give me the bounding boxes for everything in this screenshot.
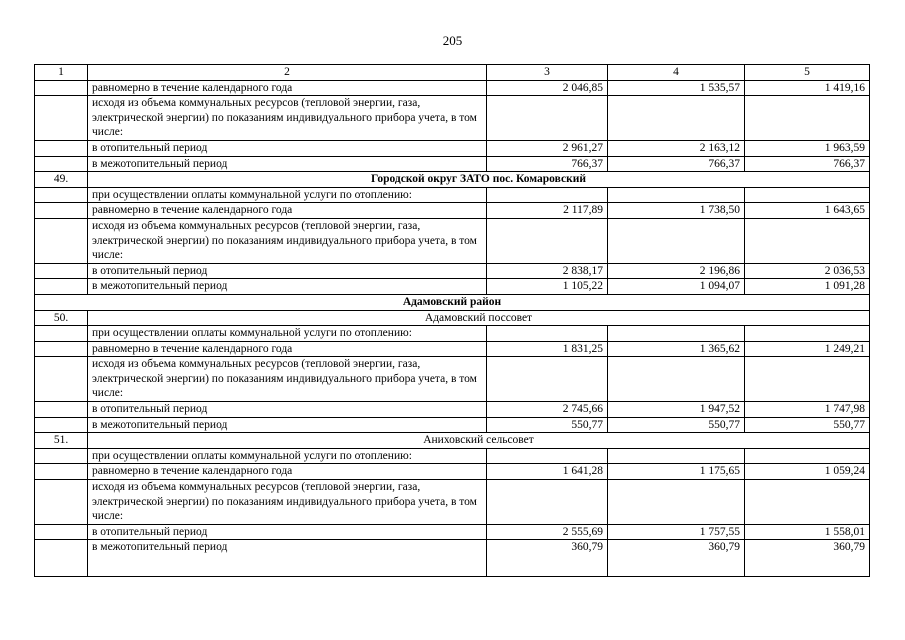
table-row [35,218,870,263]
section-title: Адамовский район [35,294,870,310]
row-number [35,203,88,219]
value-col-4: 2 196,86 [608,263,745,279]
value-col-5 [745,187,870,203]
value-col-3: 2 745,66 [487,402,608,418]
header-row [35,65,870,81]
value-col-3: 2 046,85 [487,80,608,96]
value-col-4 [608,480,745,525]
table-row [35,341,870,357]
value-col-3 [487,96,608,141]
row-number [35,402,88,418]
row-number [35,218,88,263]
value-col-4: 1 175,65 [608,464,745,480]
header-col-4: 4 [608,65,745,81]
row-label: равномерно в течение календарного года [88,80,487,96]
region-title: Городской округ ЗАТО пос. Комаровский [88,172,870,188]
row-number [35,140,88,156]
value-col-4: 1 757,55 [608,524,745,540]
row-number [35,480,88,525]
value-col-5: 1 747,98 [745,402,870,418]
value-col-3 [487,326,608,342]
row-label: в межотопительный период [88,156,487,172]
region-title: Адамовский поссовет [88,310,870,326]
row-number: 51. [35,433,88,449]
value-col-4: 550,77 [608,417,745,433]
value-col-5: 1 249,21 [745,341,870,357]
header-col-5: 5 [745,65,870,81]
table-row [35,279,870,295]
value-col-3 [487,448,608,464]
value-col-3: 2 117,89 [487,203,608,219]
row-label: при осуществлении оплаты коммунальной услуги по отоплению: [88,187,487,203]
row-label: в межотопительный период [88,540,487,577]
value-col-4: 1 947,52 [608,402,745,418]
table-row [35,357,870,402]
row-number [35,96,88,141]
value-col-3 [487,187,608,203]
value-col-3: 766,37 [487,156,608,172]
row-label: в межотопительный период [88,279,487,295]
value-col-4 [608,96,745,141]
value-col-5: 1 059,24 [745,464,870,480]
tariff-table [34,64,870,577]
header-col-2: 2 [88,65,487,81]
value-col-4 [608,448,745,464]
table-row [35,464,870,480]
table-body [35,65,870,577]
table-row [35,480,870,525]
row-number [35,357,88,402]
value-col-5: 766,37 [745,156,870,172]
table-row [35,326,870,342]
table-row [35,448,870,464]
value-col-3: 1 641,28 [487,464,608,480]
table-row [35,540,870,577]
row-label: равномерно в течение календарного года [88,341,487,357]
row-number [35,187,88,203]
value-col-4 [608,326,745,342]
table-row [35,187,870,203]
value-col-3: 360,79 [487,540,608,577]
value-col-5: 1 963,59 [745,140,870,156]
table-row [35,80,870,96]
table-row [35,402,870,418]
row-label: исходя из объема коммунальных ресурсов (тепловой энергии, газа, электрической энергии) по показаниям индивидуального прибора учета, в том числе: [88,218,487,263]
value-col-5: 360,79 [745,540,870,577]
row-label: в отопительный период [88,140,487,156]
row-number [35,263,88,279]
page-number: 205 [442,33,463,48]
table-row [35,263,870,279]
row-number [35,448,88,464]
value-col-4: 1 535,57 [608,80,745,96]
row-label: в отопительный период [88,402,487,418]
value-col-5 [745,326,870,342]
value-col-5 [745,480,870,525]
value-col-4: 1 365,62 [608,341,745,357]
value-col-4: 1 094,07 [608,279,745,295]
table-row [35,203,870,219]
value-col-5: 1 091,28 [745,279,870,295]
row-label: при осуществлении оплаты коммунальной услуги по отоплению: [88,326,487,342]
value-col-4: 360,79 [608,540,745,577]
value-col-4 [608,357,745,402]
value-col-3: 1 831,25 [487,341,608,357]
table-row [35,96,870,141]
row-label: равномерно в течение календарного года [88,464,487,480]
table-row [35,156,870,172]
value-col-4 [608,218,745,263]
row-label: в отопительный период [88,524,487,540]
row-number [35,156,88,172]
value-col-4: 2 163,12 [608,140,745,156]
value-col-3: 2 555,69 [487,524,608,540]
table-row [35,524,870,540]
value-col-5: 1 419,16 [745,80,870,96]
row-label: исходя из объема коммунальных ресурсов (тепловой энергии, газа, электрической энергии) по показаниям индивидуального прибора учета, в том числе: [88,357,487,402]
row-label: в межотопительный период [88,417,487,433]
row-label: при осуществлении оплаты коммунальной услуги по отоплению: [88,448,487,464]
value-col-4: 766,37 [608,156,745,172]
value-col-3: 2 961,27 [487,140,608,156]
region-title-row [35,172,870,188]
row-number [35,417,88,433]
section-header-row [35,294,870,310]
value-col-5 [745,218,870,263]
value-col-3: 2 838,17 [487,263,608,279]
value-col-5 [745,357,870,402]
value-col-5: 1 643,65 [745,203,870,219]
value-col-5 [745,448,870,464]
value-col-3: 550,77 [487,417,608,433]
value-col-3: 1 105,22 [487,279,608,295]
region-title-row [35,310,870,326]
table-row [35,417,870,433]
row-number [35,279,88,295]
region-title: Аниховский сельсовет [88,433,870,449]
header-col-3: 3 [487,65,608,81]
header-col-1: 1 [35,65,88,81]
value-col-3 [487,357,608,402]
value-col-5 [745,96,870,141]
row-number: 49. [35,172,88,188]
row-number [35,464,88,480]
row-number [35,540,88,577]
row-label: исходя из объема коммунальных ресурсов (тепловой энергии, газа, электрической энергии) по показаниям индивидуального прибора учета, в том числе: [88,96,487,141]
row-number [35,341,88,357]
value-col-4 [608,187,745,203]
region-title-row [35,433,870,449]
row-number: 50. [35,310,88,326]
value-col-3 [487,218,608,263]
row-label: равномерно в течение календарного года [88,203,487,219]
value-col-5: 550,77 [745,417,870,433]
value-col-5: 2 036,53 [745,263,870,279]
row-number [35,80,88,96]
row-label: исходя из объема коммунальных ресурсов (тепловой энергии, газа, электрической энергии) по показаниям индивидуального прибора учета, в том числе: [88,480,487,525]
value-col-4: 1 738,50 [608,203,745,219]
row-label: в отопительный период [88,263,487,279]
row-number [35,524,88,540]
value-col-3 [487,480,608,525]
table-row [35,140,870,156]
value-col-5: 1 558,01 [745,524,870,540]
row-number [35,326,88,342]
